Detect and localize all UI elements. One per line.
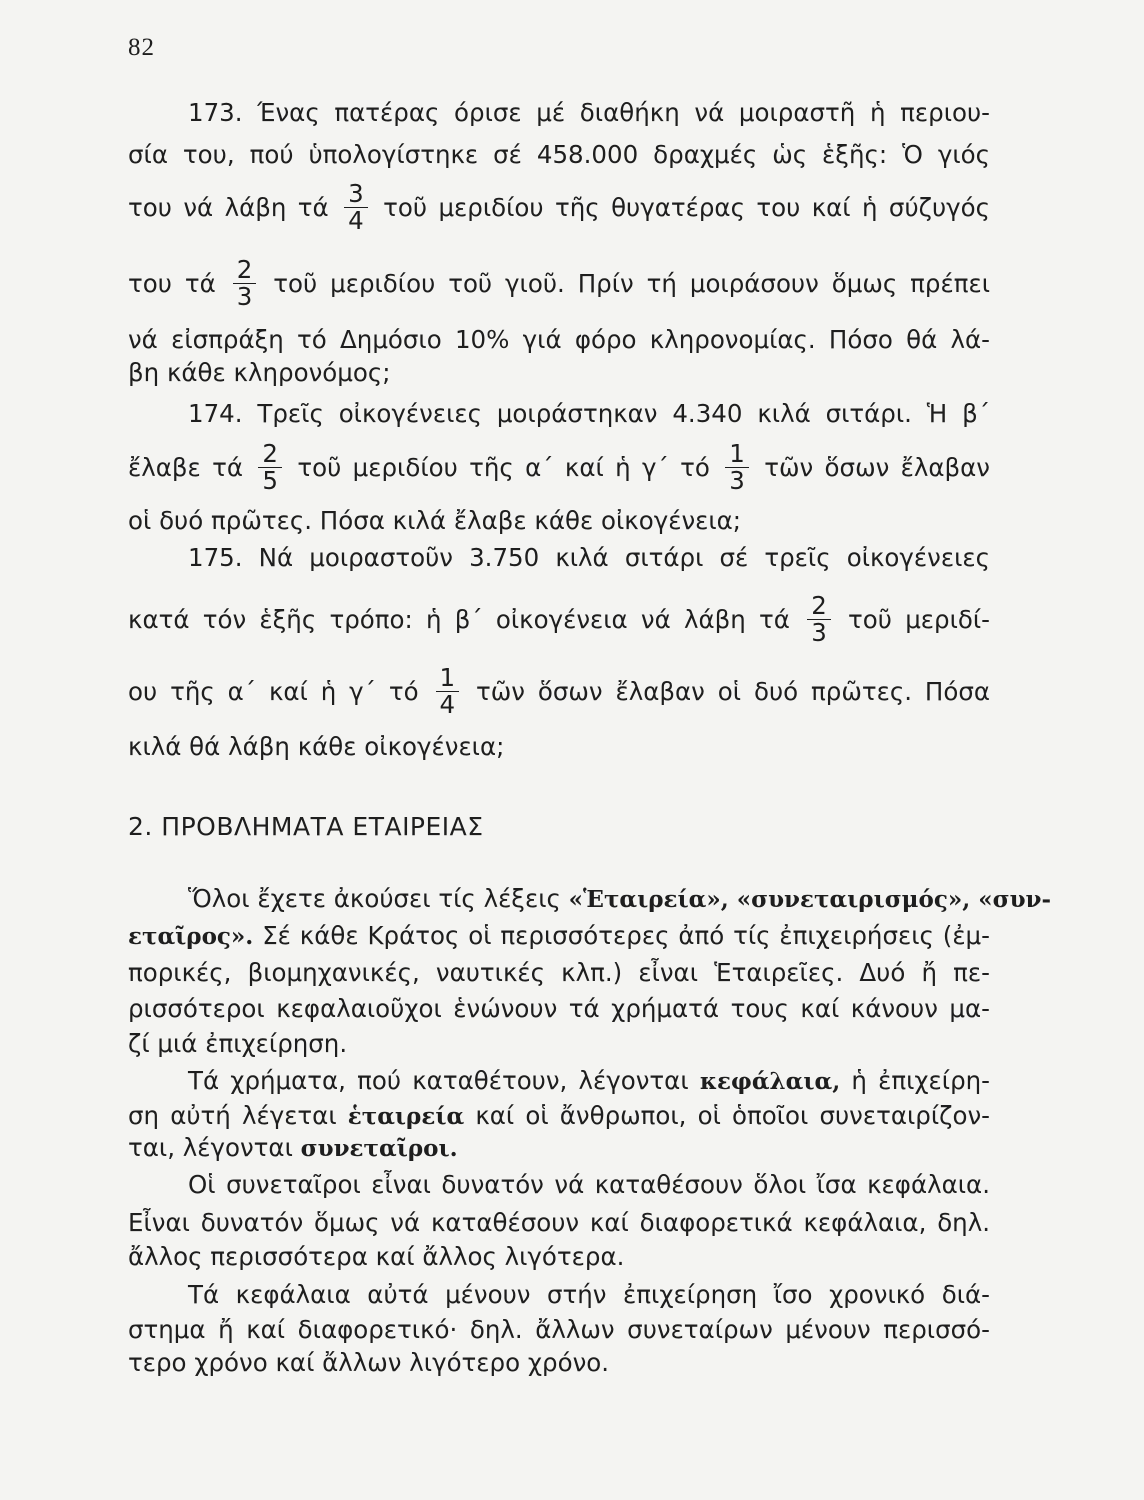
fraction: [807, 590, 831, 647]
text-line: [128, 1101, 990, 1131]
text-line-with-fraction: [128, 664, 990, 720]
fraction-numerator: 2: [807, 593, 831, 620]
text-line: 175. Νά μοιραστοῦν 3.750 κιλά σιτάρι σέ τρεῖς οἰκογένειες: [188, 543, 990, 572]
fraction-numerator: 1: [725, 441, 749, 468]
fraction-denominator: 4: [348, 205, 364, 235]
fraction: [725, 438, 749, 495]
bold-term: συνεταῖροι.: [300, 1135, 458, 1162]
text-line: Τά κεφάλαια αὐτά μένουν στήν ἐπιχείρηση ἴσο χρονικό διά-: [188, 1280, 990, 1309]
fraction-numerator: 2: [233, 257, 257, 284]
fraction-denominator: 3: [236, 281, 253, 311]
text-span: του νά λάβη τά: [128, 193, 329, 222]
text-line: Εἶναι δυνατόν ὅμως νά καταθέσουν καί διαφορετικά κεφάλαια, δηλ.: [128, 1208, 990, 1237]
text-span: Σέ κάθε Κράτος οἱ περισσότερες ἀπό τίς ἐπιχειρήσεις (ἐμ-: [253, 921, 990, 950]
fraction-numerator: 3: [344, 181, 368, 208]
fraction: [436, 662, 460, 719]
text-span: Ὅλοι ἔχετε ἀκούσει τίς λέξεις: [188, 884, 569, 913]
text-span: κατά τόν ἑξῆς τρόπο: ἡ β΄ οἰκογένεια νά λάβη τά: [128, 605, 790, 634]
text-line: [128, 921, 990, 951]
text-line: 173. Ένας πατέρας όρισε μέ διαθήκη νά μοιραστῆ ἡ περιου-: [188, 98, 990, 127]
bold-term: εταῖρος».: [128, 923, 254, 950]
fraction-numerator: 1: [436, 665, 460, 692]
text-span: Τά χρήματα, πού καταθέτουν, λέγονται: [188, 1066, 700, 1095]
text-span: τῶν ὅσων ἔλαβαν οἱ δυό πρῶτες. Πόσα: [476, 677, 991, 706]
text-span: καί οἱ ἄνθρωποι, οἱ ὁποῖοι συνεταιρίζον-: [464, 1101, 990, 1130]
text-line-with-fraction: [128, 256, 990, 312]
text-line-with-fraction: [128, 440, 990, 496]
text-line: κιλά θά λάβη κάθε οἰκογένεια;: [128, 732, 505, 761]
fraction: [258, 438, 282, 495]
text-span: ου τῆς α΄ καί ἡ γ΄ τό: [128, 677, 419, 706]
text-line: ἄλλος περισσότερα καί ἄλλος λιγότερα.: [128, 1242, 625, 1271]
bold-term: ἑταιρεία: [347, 1103, 465, 1130]
fraction: [344, 178, 368, 235]
text-line: ρισσότεροι κεφαλαιοῦχοι ἑνώνουν τά χρήματά τους καί κάνουν μα-: [128, 994, 990, 1023]
text-span: ται, λέγονται: [128, 1133, 301, 1162]
text-span: τοῦ μεριδίου τῆς θυγατέρας του καί ἡ σύζυγός: [383, 193, 990, 222]
text-line: τερο χρόνο καί ἄλλων λιγότερο χρόνο.: [128, 1348, 610, 1377]
fraction-denominator: 5: [262, 465, 278, 495]
text-line-with-fraction: [128, 180, 990, 236]
text-span: του τά: [128, 269, 216, 298]
text-line: Οἱ συνεταῖροι εἶναι δυνατόν νά καταθέσουν ὅλοι ἴσα κεφάλαια.: [188, 1170, 990, 1199]
page-number: 82: [128, 34, 155, 61]
fraction-numerator: 2: [258, 441, 282, 468]
text-line: βη κάθε κληρονόμος;: [128, 358, 391, 387]
text-span: τοῦ μεριδί-: [848, 605, 990, 634]
fraction-denominator: 3: [811, 617, 827, 647]
text-line: 174. Τρεῖς οἰκογένειες μοιράστηκαν 4.340 κιλά σιτάρι. Ἡ β΄: [188, 399, 990, 428]
text-span: τοῦ μεριδίου τοῦ γιοῦ. Πρίν τή μοιράσουν ὅμως πρέπει: [273, 269, 990, 298]
fraction-denominator: 4: [439, 689, 456, 719]
text-span: τοῦ μεριδίου τῆς α΄ καί ἡ γ΄ τό: [297, 453, 710, 482]
text-span: ἡ ἐπιχείρη-: [840, 1066, 990, 1095]
text-line: [128, 884, 1052, 914]
text-line: σία του, πού ὑπολογίστηκε σέ 458.000 δραχμές ὡς ἑξῆς: Ὁ γιός: [128, 140, 990, 169]
text-line: στημα ἤ καί διαφορετικό· δηλ. ἄλλων συνεταίρων μένουν περισσό-: [128, 1315, 990, 1344]
fraction: [233, 254, 257, 311]
text-line: [128, 1066, 990, 1096]
text-line: πορικές, βιομηχανικές, ναυτικές κλπ.) εἶναι Ἑταιρεῖες. Δυό ἤ πε-: [128, 958, 990, 987]
section-heading: 2. ΠΡΟΒΛΗΜΑΤΑ ΕΤΑΙΡΕΙΑΣ: [128, 812, 484, 841]
text-span: τῶν ὅσων ἔλαβαν: [764, 453, 990, 482]
text-span: ἔλαβε τά: [128, 453, 244, 482]
bold-term: κεφάλαια,: [699, 1068, 841, 1095]
bold-term: «Ἑταιρεία», «συνεταιρισμός», «συν-: [568, 886, 1052, 913]
text-line: νά εἰσπράξη τό Δημόσιο 10% γιά φόρο κληρονομίας. Πόσο θά λά-: [128, 325, 990, 354]
fraction-denominator: 3: [729, 465, 745, 495]
text-line: [128, 1133, 990, 1163]
text-line: ζί μιά ἐπιχείρηση.: [128, 1029, 348, 1058]
text-span: ση αὐτή λέγεται: [128, 1101, 348, 1130]
text-line-with-fraction: [128, 592, 990, 648]
text-line: οἱ δυό πρῶτες. Πόσα κιλά ἔλαβε κάθε οἰκογένεια;: [128, 506, 742, 535]
